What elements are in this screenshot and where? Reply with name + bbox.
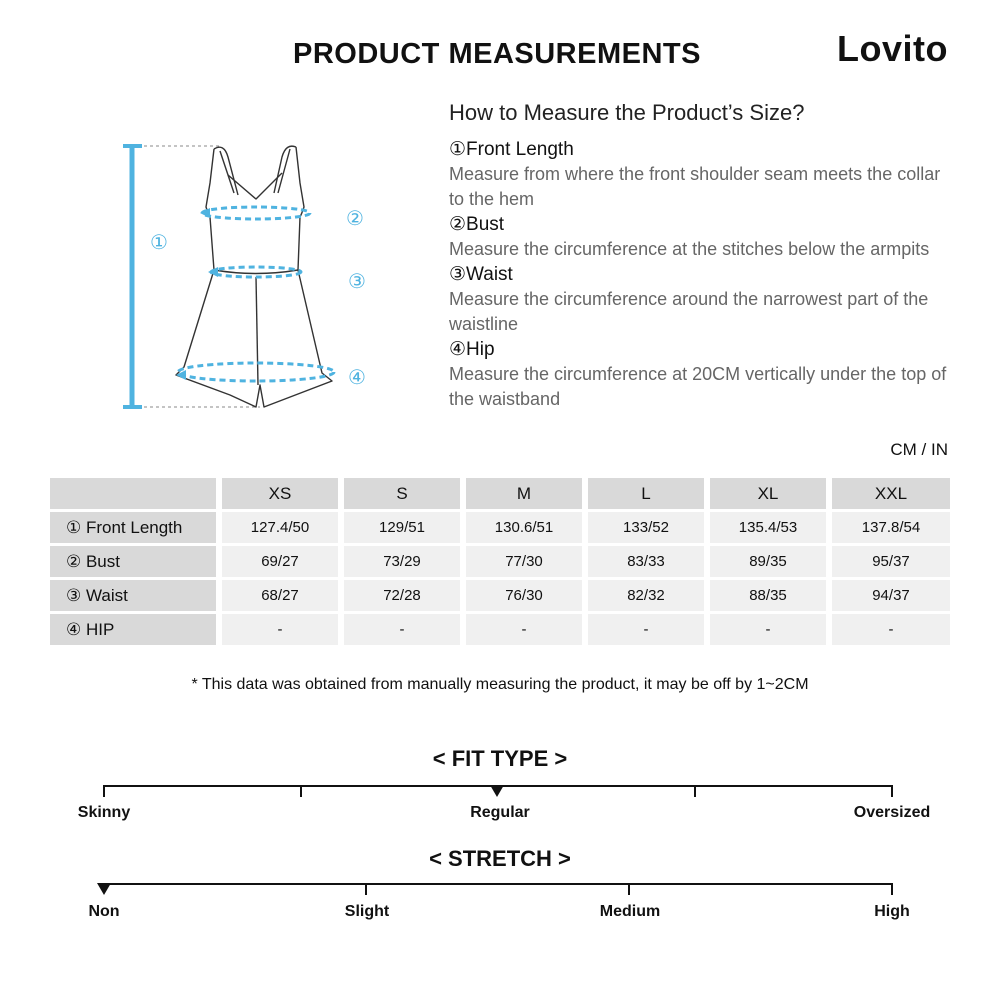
stretch-tick	[891, 883, 893, 895]
stretch-label-medium: Medium	[599, 903, 661, 920]
instruction-title: ④Hip	[449, 339, 495, 360]
table-cell: 73/29	[344, 546, 460, 577]
table-cell: -	[344, 614, 460, 645]
marker-hip: ④	[348, 365, 366, 389]
table-cell: 130.6/51	[466, 512, 582, 543]
instruction-title: ①Front Length	[449, 139, 574, 160]
fit-type-tick	[891, 785, 893, 797]
instruction-item-hip	[449, 337, 949, 412]
unit-label: CM / IN	[890, 440, 948, 459]
size-header-m: M	[466, 478, 582, 509]
size-header-xl: XL	[710, 478, 826, 509]
table-cell: 68/27	[222, 580, 338, 611]
table-row	[50, 614, 950, 645]
size-header-l: L	[588, 478, 704, 509]
table-cell: 135.4/53	[710, 512, 826, 543]
row-label: ④ HIP	[50, 614, 216, 645]
instruction-desc: Measure the circumference at 20CM vertically under the top of the waistband	[449, 364, 947, 409]
marker-waist: ③	[348, 269, 366, 293]
size-table	[50, 478, 950, 644]
size-header-s: S	[344, 478, 460, 509]
marker-bust: ②	[346, 206, 364, 230]
instruction-desc: Measure from where the front shoulder seam meets the collar to the hem	[449, 164, 941, 209]
size-header-xxl: XXL	[832, 478, 950, 509]
fit-label-oversized: Oversized	[853, 804, 931, 821]
fit-type-marker	[490, 785, 504, 797]
stretch-label-slight: Slight	[344, 903, 390, 920]
table-header-row	[50, 478, 950, 509]
fit-label-regular: Regular	[470, 804, 530, 821]
table-cell: 88/35	[710, 580, 826, 611]
row-label: ① Front Length	[50, 512, 216, 543]
instruction-item-waist	[449, 262, 949, 337]
dress-outline	[176, 146, 332, 407]
table-cell: 133/52	[588, 512, 704, 543]
instruction-list	[449, 137, 949, 412]
fit-type-tick	[103, 785, 105, 797]
table-row	[50, 546, 950, 577]
table-cell: 127.4/50	[222, 512, 338, 543]
measurement-note: * This data was obtained from manually measuring the product, it may be off by 1~2CM	[191, 676, 809, 693]
table-cell: 89/35	[710, 546, 826, 577]
instruction-desc: Measure the circumference around the narrowest part of the waistline	[449, 289, 929, 334]
stretch-tick	[365, 883, 367, 895]
table-row	[50, 512, 950, 543]
instruction-title: ③Waist	[449, 264, 513, 285]
table-cell: 95/37	[832, 546, 950, 577]
table-cell: -	[222, 614, 338, 645]
table-cell: 76/30	[466, 580, 582, 611]
marker-front-length: ①	[150, 230, 168, 254]
brand-logo: Lovito	[837, 28, 948, 69]
table-cell: 77/30	[466, 546, 582, 577]
size-header-xs: XS	[222, 478, 338, 509]
table-cell: 72/28	[344, 580, 460, 611]
stretch-label-non: Non	[88, 903, 120, 920]
page-title: PRODUCT MEASUREMENTS	[293, 38, 701, 70]
stretch-scale-line	[103, 883, 893, 885]
table-cell: 129/51	[344, 512, 460, 543]
stretch-marker	[97, 883, 111, 895]
stretch-label-high: High	[874, 903, 910, 920]
table-cell: 94/37	[832, 580, 950, 611]
how-to-measure-heading: How to Measure the Product’s Size?	[449, 100, 805, 125]
table-row	[50, 580, 950, 611]
stretch-tick	[628, 883, 630, 895]
instruction-item-bust	[449, 212, 949, 262]
garment-diagram	[110, 135, 410, 425]
stretch-title: < STRETCH >	[429, 846, 571, 871]
instruction-title: ②Bust	[449, 214, 505, 235]
fit-type-title: < FIT TYPE >	[432, 746, 568, 771]
fit-type-tick	[300, 785, 302, 797]
table-cell: 83/33	[588, 546, 704, 577]
table-cell: 82/32	[588, 580, 704, 611]
table-cell: -	[466, 614, 582, 645]
row-label: ② Bust	[50, 546, 216, 577]
table-cell: 137.8/54	[832, 512, 950, 543]
table-cell: -	[832, 614, 950, 645]
table-cell: -	[588, 614, 704, 645]
instruction-desc: Measure the circumference at the stitches below the armpits	[449, 239, 930, 259]
fit-label-skinny: Skinny	[77, 804, 131, 821]
fit-type-tick	[694, 785, 696, 797]
table-corner-cell	[50, 478, 216, 509]
row-label: ③ Waist	[50, 580, 216, 611]
table-cell: -	[710, 614, 826, 645]
table-cell: 69/27	[222, 546, 338, 577]
instruction-item-front-length	[449, 137, 949, 212]
